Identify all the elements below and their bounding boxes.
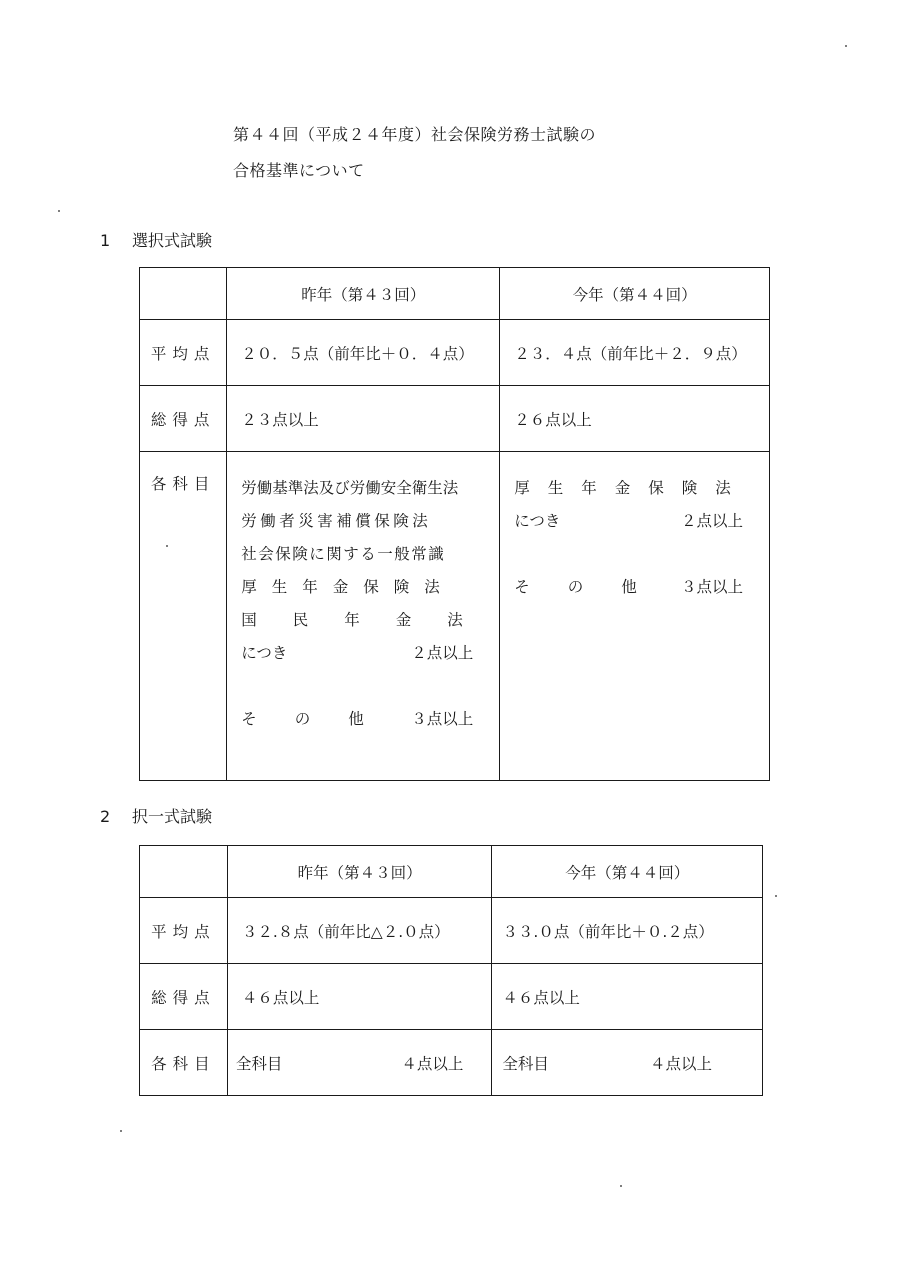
doc-title-line1: 第４４回（平成２４年度）社会保険労務士試験の bbox=[233, 125, 597, 144]
all-subjects-label: 全科目 bbox=[502, 1054, 549, 1073]
per-subject-label: につき bbox=[241, 644, 288, 662]
table-row bbox=[140, 320, 770, 386]
section2-heading bbox=[100, 804, 212, 827]
per-subject-line bbox=[514, 505, 769, 538]
scan-noise bbox=[120, 1130, 122, 1132]
table-row bbox=[140, 964, 763, 1030]
section1-number: 1 bbox=[100, 231, 111, 250]
other-subjects-points: ３点以上 bbox=[411, 710, 474, 728]
subjects-last-year bbox=[227, 452, 500, 781]
average-last-year: ２０．５点（前年比＋０．４点） bbox=[227, 320, 500, 386]
total-this-year: ４６点以上 bbox=[492, 964, 763, 1030]
col-last-year: 昨年（第４３回） bbox=[227, 846, 492, 898]
scan-noise bbox=[845, 45, 847, 47]
selection-exam-table bbox=[139, 267, 770, 781]
average-this-year: ３３.０点（前年比＋０.２点） bbox=[492, 898, 763, 964]
table-row bbox=[140, 1030, 763, 1096]
subject-item: 国民年金法 bbox=[241, 611, 499, 629]
total-last-year: ２３点以上 bbox=[227, 386, 500, 452]
subject-item: 厚生年金保険法 bbox=[514, 479, 749, 497]
all-subjects-points: ４点以上 bbox=[401, 1054, 464, 1073]
row-total-label: 総得点 bbox=[140, 964, 228, 1030]
col-this-year: 今年（第４４回） bbox=[500, 268, 770, 320]
col-last-year: 昨年（第４３回） bbox=[227, 268, 500, 320]
subjects-last-year bbox=[227, 1030, 492, 1096]
section2-title: 択一式試験 bbox=[132, 807, 213, 826]
row-subjects-label: 各科目 bbox=[140, 1030, 228, 1096]
per-subject-line bbox=[241, 637, 499, 670]
scan-noise bbox=[620, 1185, 622, 1187]
row-subjects-label: 各科目 bbox=[140, 452, 227, 781]
row-total-label: 総得点 bbox=[140, 386, 227, 452]
other-subjects-line bbox=[514, 571, 769, 604]
section1-heading bbox=[100, 228, 212, 251]
subjects-this-year bbox=[492, 1030, 763, 1096]
other-subjects-label: その他 bbox=[514, 578, 675, 596]
doc-title-line2: 合格基準について bbox=[233, 161, 365, 180]
section2-number: 2 bbox=[100, 807, 111, 826]
subjects-this-year bbox=[500, 452, 770, 781]
table-header-row bbox=[140, 846, 763, 898]
scan-noise bbox=[166, 545, 168, 547]
table-header-row bbox=[140, 268, 770, 320]
total-this-year: ２６点以上 bbox=[500, 386, 770, 452]
subject-item: 社会保険に関する一般常識 bbox=[241, 545, 446, 563]
average-last-year: ３２.８点（前年比△２.０点） bbox=[227, 898, 492, 964]
multiple-choice-exam-table bbox=[139, 845, 763, 1096]
all-subjects-label: 全科目 bbox=[235, 1054, 283, 1073]
table-row bbox=[140, 386, 770, 452]
table-row bbox=[140, 898, 763, 964]
row-average-label: 平均点 bbox=[140, 898, 228, 964]
subject-item: 厚生年金保険法 bbox=[241, 578, 455, 596]
corner-cell bbox=[140, 846, 228, 898]
section1-title: 選択式試験 bbox=[132, 231, 213, 250]
scan-noise bbox=[58, 210, 60, 212]
other-subjects-line bbox=[241, 703, 499, 736]
other-subjects-label: その他 bbox=[241, 710, 402, 728]
average-this-year: ２３．４点（前年比＋２．９点） bbox=[500, 320, 770, 386]
corner-cell bbox=[140, 268, 227, 320]
other-subjects-points: ３点以上 bbox=[680, 578, 743, 596]
table-row bbox=[140, 452, 770, 781]
all-subjects-points: ４点以上 bbox=[649, 1054, 712, 1073]
per-subject-points: ２点以上 bbox=[411, 644, 474, 662]
per-subject-points: ２点以上 bbox=[680, 512, 743, 530]
per-subject-label: につき bbox=[514, 512, 561, 530]
col-this-year: 今年（第４４回） bbox=[492, 846, 763, 898]
subject-item: 労働者災害補償保険法 bbox=[241, 512, 432, 530]
scan-noise bbox=[775, 895, 777, 897]
subject-item: 労働基準法及び労働安全衛生法 bbox=[241, 479, 459, 497]
total-last-year: ４６点以上 bbox=[227, 964, 492, 1030]
row-average-label: 平均点 bbox=[140, 320, 227, 386]
